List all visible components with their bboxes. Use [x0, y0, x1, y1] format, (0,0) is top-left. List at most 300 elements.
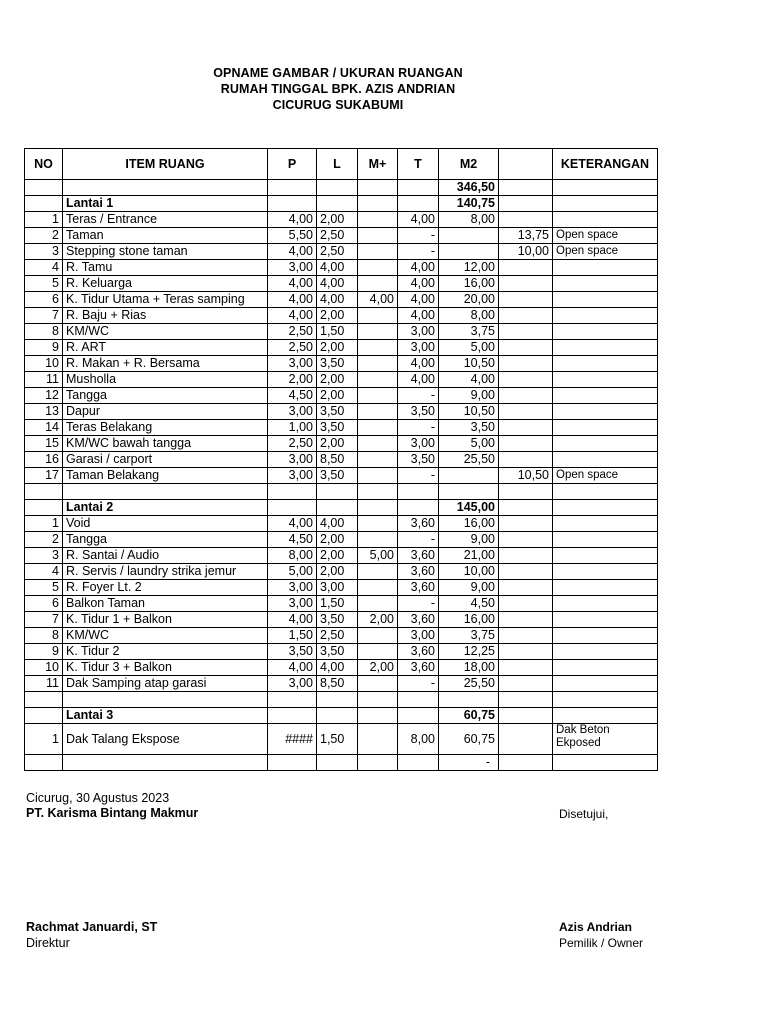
row-item: Taman: [63, 228, 268, 244]
signer-right-title: Pemilik / Owner: [559, 936, 644, 950]
row-p: ####: [268, 724, 317, 755]
row-extra: 13,75: [499, 228, 553, 244]
row-item: Teras / Entrance: [63, 212, 268, 228]
row-no: 7: [25, 612, 63, 628]
row-p: 5,50: [268, 228, 317, 244]
row-t: 3,50: [398, 404, 439, 420]
row-extra: [499, 660, 553, 676]
row-no: 6: [25, 292, 63, 308]
row-no: 11: [25, 372, 63, 388]
signer-left-name: Rachmat Januardi, ST: [26, 920, 158, 934]
row-extra: [499, 436, 553, 452]
section-total: 140,75: [439, 196, 499, 212]
row-p: 3,00: [268, 580, 317, 596]
row-extra: [499, 580, 553, 596]
row-extra: [499, 532, 553, 548]
col-header-p: P: [268, 149, 317, 180]
row-no: 1: [25, 724, 63, 755]
row-l: 2,00: [317, 388, 358, 404]
row-extra: [499, 308, 553, 324]
row-mplus: [358, 404, 398, 420]
row-p: 2,50: [268, 324, 317, 340]
section-total: 145,00: [439, 500, 499, 516]
table-row: [25, 404, 658, 420]
row-m2: 21,00: [439, 548, 499, 564]
row-no: 10: [25, 660, 63, 676]
row-l: 2,00: [317, 436, 358, 452]
row-t: 3,60: [398, 548, 439, 564]
table-row: [25, 660, 658, 676]
row-mplus: [358, 596, 398, 612]
row-l: 3,50: [317, 612, 358, 628]
row-m2: 3,75: [439, 324, 499, 340]
row-p: 4,00: [268, 276, 317, 292]
row-extra: [499, 356, 553, 372]
row-keterangan: [553, 404, 658, 420]
row-mplus: [358, 276, 398, 292]
table-row: [25, 260, 658, 276]
row-no: 9: [25, 340, 63, 356]
row-t: -: [398, 244, 439, 260]
row-no: 5: [25, 276, 63, 292]
row-item: Balkon Taman: [63, 596, 268, 612]
row-mplus: 5,00: [358, 548, 398, 564]
row-p: 3,50: [268, 644, 317, 660]
row-m2: [439, 228, 499, 244]
row-mplus: [358, 468, 398, 484]
row-l: 2,00: [317, 340, 358, 356]
row-t: 3,60: [398, 612, 439, 628]
table-row: [25, 580, 658, 596]
row-item: R. Keluarga: [63, 276, 268, 292]
row-no: 4: [25, 564, 63, 580]
row-item: Tangga: [63, 388, 268, 404]
row-item: Dak Talang Ekspose: [63, 724, 268, 755]
row-t: 3,00: [398, 340, 439, 356]
row-keterangan: [553, 308, 658, 324]
row-t: 3,00: [398, 628, 439, 644]
row-mplus: [358, 228, 398, 244]
row-m2: 5,00: [439, 340, 499, 356]
row-l: 3,00: [317, 580, 358, 596]
row-item: R. Baju + Rias: [63, 308, 268, 324]
row-p: 3,00: [268, 468, 317, 484]
row-l: 3,50: [317, 356, 358, 372]
opname-table: [24, 148, 658, 771]
row-l: 2,00: [317, 372, 358, 388]
row-extra: [499, 644, 553, 660]
row-p: 4,50: [268, 532, 317, 548]
row-mplus: [358, 452, 398, 468]
row-no: 6: [25, 596, 63, 612]
row-p: 3,00: [268, 356, 317, 372]
row-keterangan: [553, 420, 658, 436]
row-l: 8,50: [317, 452, 358, 468]
row-mplus: [358, 388, 398, 404]
row-keterangan: [553, 532, 658, 548]
row-keterangan: [553, 612, 658, 628]
table-row: [25, 724, 658, 755]
row-no: 16: [25, 452, 63, 468]
row-t: -: [398, 388, 439, 404]
row-l: 2,00: [317, 532, 358, 548]
row-no: 3: [25, 244, 63, 260]
row-mplus: [358, 580, 398, 596]
doc-title-line-1: OPNAME GAMBAR / UKURAN RUANGAN: [213, 66, 463, 80]
row-mplus: 2,00: [358, 612, 398, 628]
row-extra: [499, 340, 553, 356]
row-keterangan: Open space: [553, 228, 658, 244]
section-label: Lantai 2: [63, 500, 268, 516]
row-l: 8,50: [317, 676, 358, 692]
row-m2: 3,75: [439, 628, 499, 644]
row-m2: [439, 468, 499, 484]
row-t: 4,00: [398, 260, 439, 276]
final-dash: -: [439, 755, 499, 771]
row-l: 1,50: [317, 324, 358, 340]
row-keterangan: [553, 324, 658, 340]
table-row: [25, 308, 658, 324]
col-header-no: NO: [25, 149, 63, 180]
col-header-keterangan: KETERANGAN: [553, 149, 658, 180]
row-l: 2,00: [317, 308, 358, 324]
table-row: [25, 628, 658, 644]
row-p: 3,00: [268, 596, 317, 612]
row-m2: 10,50: [439, 404, 499, 420]
section-label: Lantai 3: [63, 708, 268, 724]
row-t: -: [398, 468, 439, 484]
table-row: [25, 596, 658, 612]
row-item: Dapur: [63, 404, 268, 420]
row-m2: 16,00: [439, 612, 499, 628]
row-t: 8,00: [398, 724, 439, 755]
table-row: [25, 676, 658, 692]
row-extra: [499, 564, 553, 580]
signer-left-title: Direktur: [26, 936, 70, 950]
row-p: 3,00: [268, 452, 317, 468]
row-keterangan: Open space: [553, 244, 658, 260]
row-extra: [499, 324, 553, 340]
row-item: K. Tidur Utama + Teras samping: [63, 292, 268, 308]
row-item: Taman Belakang: [63, 468, 268, 484]
section-total: 60,75: [439, 708, 499, 724]
row-t: -: [398, 676, 439, 692]
approved-label: Disetujui,: [559, 807, 609, 821]
section-header-row: [25, 196, 658, 212]
col-header-m2: M2: [439, 149, 499, 180]
table-row: [25, 356, 658, 372]
row-p: 4,00: [268, 612, 317, 628]
row-extra: [499, 676, 553, 692]
row-item: Teras Belakang: [63, 420, 268, 436]
row-p: 1,50: [268, 628, 317, 644]
row-extra: [499, 404, 553, 420]
row-l: 4,00: [317, 276, 358, 292]
row-mplus: [358, 676, 398, 692]
row-m2: 12,00: [439, 260, 499, 276]
row-t: 4,00: [398, 372, 439, 388]
row-l: 4,00: [317, 660, 358, 676]
row-m2: 18,00: [439, 660, 499, 676]
row-no: 13: [25, 404, 63, 420]
row-extra: [499, 628, 553, 644]
table-row: [25, 276, 658, 292]
row-extra: [499, 260, 553, 276]
row-p: 2,00: [268, 372, 317, 388]
row-item: KM/WC: [63, 324, 268, 340]
row-mplus: [358, 532, 398, 548]
row-p: 3,00: [268, 404, 317, 420]
row-mplus: [358, 260, 398, 276]
row-keterangan: [553, 388, 658, 404]
table-row: [25, 532, 658, 548]
row-l: 3,50: [317, 420, 358, 436]
col-header-l: L: [317, 149, 358, 180]
row-m2: 25,50: [439, 452, 499, 468]
row-l: 4,00: [317, 516, 358, 532]
row-no: 4: [25, 260, 63, 276]
row-m2: 10,50: [439, 356, 499, 372]
row-item: R. Makan + R. Bersama: [63, 356, 268, 372]
row-mplus: [358, 372, 398, 388]
row-p: 5,00: [268, 564, 317, 580]
row-l: 1,50: [317, 596, 358, 612]
row-mplus: [358, 564, 398, 580]
row-l: 3,50: [317, 468, 358, 484]
row-extra: [499, 372, 553, 388]
row-extra: [499, 596, 553, 612]
row-item: R. Santai / Audio: [63, 548, 268, 564]
row-item: Tangga: [63, 532, 268, 548]
row-no: 2: [25, 228, 63, 244]
row-t: 4,00: [398, 308, 439, 324]
row-t: 3,50: [398, 452, 439, 468]
row-extra: [499, 724, 553, 755]
row-no: 1: [25, 516, 63, 532]
row-mplus: [358, 724, 398, 755]
table-row: [25, 388, 658, 404]
row-item: R. Foyer Lt. 2: [63, 580, 268, 596]
table-row: [25, 340, 658, 356]
row-no: 17: [25, 468, 63, 484]
row-p: 3,00: [268, 260, 317, 276]
row-p: 3,00: [268, 676, 317, 692]
row-t: 4,00: [398, 276, 439, 292]
final-row: [25, 755, 658, 771]
row-keterangan: [553, 292, 658, 308]
row-keterangan: [553, 628, 658, 644]
col-header-blank: [499, 149, 553, 180]
table-row: [25, 244, 658, 260]
row-keterangan: [553, 580, 658, 596]
row-l: 2,50: [317, 244, 358, 260]
place-date: Cicurug, 30 Agustus 2023: [26, 791, 170, 805]
company-name: PT. Karisma Bintang Makmur: [26, 806, 199, 820]
row-item: Void: [63, 516, 268, 532]
row-l: 2,50: [317, 628, 358, 644]
row-keterangan: [553, 660, 658, 676]
table-row: [25, 372, 658, 388]
row-keterangan: [553, 436, 658, 452]
row-no: 14: [25, 420, 63, 436]
row-l: 1,50: [317, 724, 358, 755]
table-row: [25, 324, 658, 340]
row-keterangan: [553, 356, 658, 372]
row-mplus: 2,00: [358, 660, 398, 676]
row-no: 7: [25, 308, 63, 324]
row-m2: 16,00: [439, 516, 499, 532]
row-p: 1,00: [268, 420, 317, 436]
row-t: -: [398, 228, 439, 244]
table-row: [25, 420, 658, 436]
doc-title-line-3: CICURUG SUKABUMI: [272, 98, 404, 112]
row-no: 9: [25, 644, 63, 660]
row-extra: 10,00: [499, 244, 553, 260]
row-extra: [499, 420, 553, 436]
row-mplus: [358, 356, 398, 372]
table-row: [25, 452, 658, 468]
row-item: Dak Samping atap garasi: [63, 676, 268, 692]
row-t: 4,00: [398, 292, 439, 308]
row-p: 2,50: [268, 436, 317, 452]
row-mplus: [358, 244, 398, 260]
row-mplus: [358, 420, 398, 436]
grand-total-row: [25, 180, 658, 196]
row-item: K. Tidur 3 + Balkon: [63, 660, 268, 676]
row-mplus: [358, 340, 398, 356]
table-row: [25, 436, 658, 452]
row-m2: 4,50: [439, 596, 499, 612]
row-item: R. Tamu: [63, 260, 268, 276]
row-m2: 8,00: [439, 308, 499, 324]
table-row: [25, 228, 658, 244]
row-item: Musholla: [63, 372, 268, 388]
row-mplus: [358, 516, 398, 532]
row-no: 10: [25, 356, 63, 372]
row-extra: [499, 516, 553, 532]
row-keterangan: [553, 260, 658, 276]
row-mplus: 4,00: [358, 292, 398, 308]
row-no: 1: [25, 212, 63, 228]
row-t: 3,60: [398, 660, 439, 676]
row-m2: 60,75: [439, 724, 499, 755]
row-keterangan: Open space: [553, 468, 658, 484]
row-mplus: [358, 436, 398, 452]
row-m2: 12,25: [439, 644, 499, 660]
row-item: R. ART: [63, 340, 268, 356]
row-m2: [439, 244, 499, 260]
row-extra: [499, 212, 553, 228]
row-p: 4,00: [268, 212, 317, 228]
row-m2: 9,00: [439, 532, 499, 548]
row-mplus: [358, 212, 398, 228]
row-t: 3,60: [398, 564, 439, 580]
row-extra: [499, 292, 553, 308]
row-no: 12: [25, 388, 63, 404]
spacer-row: [25, 484, 658, 500]
row-item: K. Tidur 1 + Balkon: [63, 612, 268, 628]
row-t: -: [398, 596, 439, 612]
row-p: 4,00: [268, 308, 317, 324]
row-l: 4,00: [317, 292, 358, 308]
table-row: [25, 612, 658, 628]
table-row: [25, 644, 658, 660]
row-item: K. Tidur 2: [63, 644, 268, 660]
section-label: Lantai 1: [63, 196, 268, 212]
row-m2: 3,50: [439, 420, 499, 436]
row-keterangan: [553, 596, 658, 612]
row-t: 3,00: [398, 436, 439, 452]
row-p: 4,00: [268, 292, 317, 308]
row-no: 8: [25, 324, 63, 340]
row-l: 2,00: [317, 212, 358, 228]
row-keterangan: [553, 212, 658, 228]
row-no: 15: [25, 436, 63, 452]
table-row: [25, 564, 658, 580]
row-no: 8: [25, 628, 63, 644]
row-m2: 10,00: [439, 564, 499, 580]
row-t: 3,60: [398, 580, 439, 596]
row-m2: 9,00: [439, 388, 499, 404]
section-header-row: [25, 500, 658, 516]
row-m2: 8,00: [439, 212, 499, 228]
row-mplus: [358, 644, 398, 660]
row-no: 5: [25, 580, 63, 596]
row-keterangan: [553, 548, 658, 564]
row-p: 4,00: [268, 244, 317, 260]
row-item: KM/WC bawah tangga: [63, 436, 268, 452]
row-keterangan: [553, 516, 658, 532]
row-keterangan: [553, 564, 658, 580]
row-mplus: [358, 324, 398, 340]
row-t: -: [398, 420, 439, 436]
row-l: 2,00: [317, 548, 358, 564]
row-t: -: [398, 532, 439, 548]
row-m2: 5,00: [439, 436, 499, 452]
table-row: [25, 212, 658, 228]
row-l: 2,50: [317, 228, 358, 244]
row-l: 4,00: [317, 260, 358, 276]
row-keterangan: [553, 276, 658, 292]
row-t: 3,00: [398, 324, 439, 340]
signer-right-name: Azis Andrian: [559, 920, 632, 934]
row-no: 3: [25, 548, 63, 564]
row-t: 4,00: [398, 356, 439, 372]
row-keterangan: [553, 676, 658, 692]
row-p: 4,50: [268, 388, 317, 404]
row-extra: 10,50: [499, 468, 553, 484]
row-m2: 25,50: [439, 676, 499, 692]
row-extra: [499, 388, 553, 404]
row-item: KM/WC: [63, 628, 268, 644]
row-keterangan: [553, 644, 658, 660]
row-item: Garasi / carport: [63, 452, 268, 468]
row-item: Stepping stone taman: [63, 244, 268, 260]
section-header-row: [25, 708, 658, 724]
row-no: 11: [25, 676, 63, 692]
row-p: 2,50: [268, 340, 317, 356]
row-l: 3,50: [317, 404, 358, 420]
row-no: 2: [25, 532, 63, 548]
doc-title-line-2: RUMAH TINGGAL BPK. AZIS ANDRIAN: [220, 82, 456, 96]
row-mplus: [358, 628, 398, 644]
row-l: 2,00: [317, 564, 358, 580]
row-p: 4,00: [268, 516, 317, 532]
col-header-item: ITEM RUANG: [63, 149, 268, 180]
row-m2: 4,00: [439, 372, 499, 388]
table-row: [25, 548, 658, 564]
row-item: R. Servis / laundry strika jemur: [63, 564, 268, 580]
